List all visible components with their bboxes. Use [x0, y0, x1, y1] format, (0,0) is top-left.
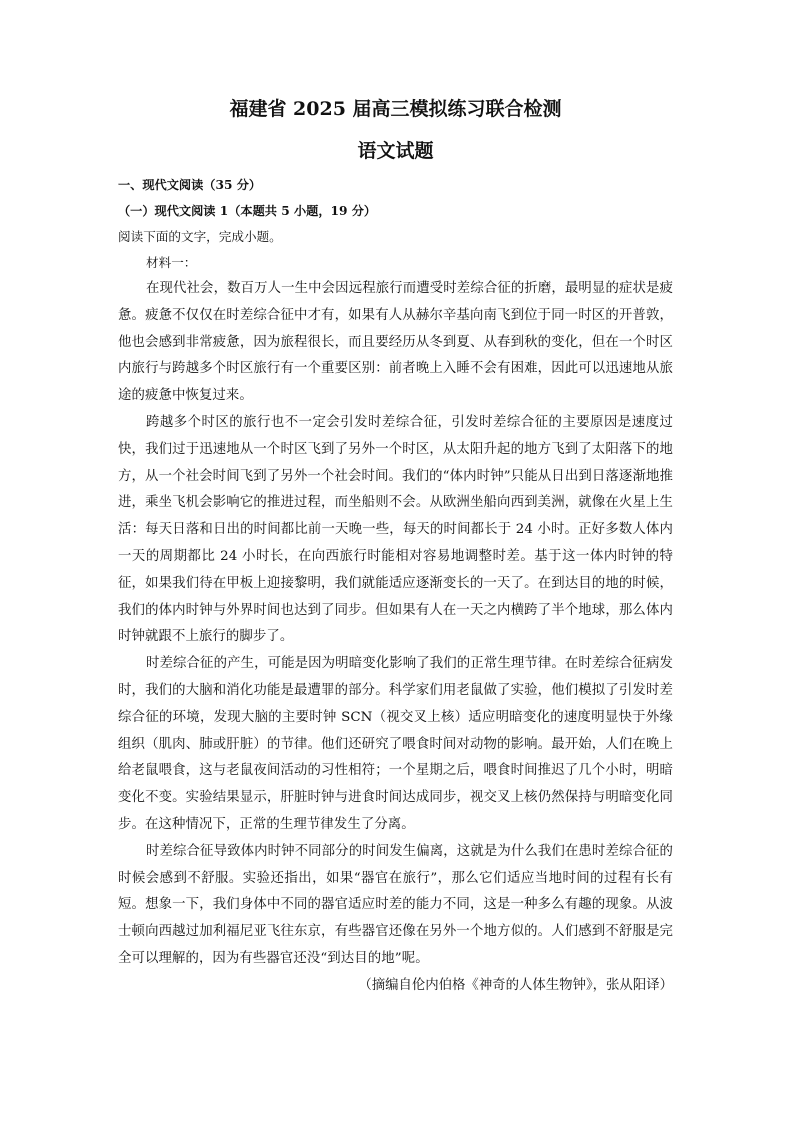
section-heading: 一、现代文阅读（35 分）: [118, 178, 262, 192]
article-paragraph-2: 跨越多个时区的旅行也不一定会引发时差综合征，引发时差综合征的主要原因是速度过快，我们过于迅速地从一个时区飞到了另外一个时区，从太阳升起的地方飞到了太阳落下的地方，从一个社会时间飞到了另外一个社会时间。我们的“体内时钟”只能从日出到日落逐渐地推进，乘坐飞机会影响它的推进过程，而坐船则不会。从欧洲坐船向西到美洲，就像在火星上生活：每天日落和日出的时间都比前一天晚一些，每天的时间都长于 24 小时。正好多数人体内一天的周期都比 24 小时长，在向西旅行时能相对容易地调整时差。基于这一体内时钟的特征，如果我们待在甲板上迎接黎明，我们就能适应逐渐变长的一天了。在到达目的地的时候，我们的体内时钟与外界时间也达到了同步。但如果有人在一天之内横跨了半个地球，那么体内时钟就跟不上旅行的脚步了。: [118, 414, 673, 645]
article-source: （摘编自伦内伯格《神奇的人体生物钟》，张从阳译）: [358, 977, 673, 993]
article-paragraph-3: 时差综合征的产生，可能是因为明暗变化影响了我们的正常生理节律。在时差综合征病发时，我们的大脑和消化功能是最遭罪的部分。科学家们用老鼠做了实验，他们模拟了引发时差综合征的环境，发现大脑的主要时钟 SCN（视交叉上核）适应明暗变化的速度明显快于外缘组织（肌肉、肺或肝脏）的节律。他们还研究了喂食时间对动物的影响。最开始，人们在晚上给老鼠喂食，这与老鼠夜间活动的习性相符；一个星期之后，喂食时间推迟了几个小时，明暗变化不变。实验结果显示，肝脏时钟与进食时间达成同步，视交叉上核仍然保持与明暗变化同步。在这种情况下，正常的生理节律发生了分离。: [118, 656, 673, 832]
exam-page: [118, 96, 673, 999]
section-subheading: （一）现代文阅读 1（本题共 5 小题，19 分）: [118, 204, 377, 218]
exam-subtitle: 语文试题: [357, 140, 434, 162]
article-paragraph-4: 时差综合征导致体内时钟不同部分的时间发生偏离，这就是为什么我们在患时差综合征的时候会感到不舒服。实验还指出，如果“器官在旅行”，那么它们适应当地时间的过程有长有短。想象一下，我们身体中不同的器官适应时差的能力不同，这是一种多么有趣的现象。从波士顿向西越过加利福尼亚飞往东京，有些器官还像在另外一个地方似的。人们感到不舒服是完全可以理解的，因为有些器官还没“到达目的地”呢。: [118, 843, 673, 966]
exam-title: 福建省 2025 届高三模拟练习联合检测: [229, 98, 562, 120]
material-label: 材料一：: [146, 255, 197, 270]
instruction-text: 阅读下面的文字，完成小题。: [118, 229, 282, 244]
article-paragraph-1: 在现代社会，数百万人一生中会因远程旅行而遭受时差综合征的折磨，最明显的症状是疲惫。疲惫不仅仅在时差综合征中才有，如果有人从赫尔辛基向南飞到位于同一时区的开普敦，他也会感到非常疲惫，因为旅程很长，而且要经历从冬到夏、从春到秋的变化，但在一个时区内旅行与跨越多个时区旅行有一个重要区别：前者晚上入睡不会有困难，因此可以迅速地从旅途的疲惫中恢复过来。: [118, 281, 673, 404]
